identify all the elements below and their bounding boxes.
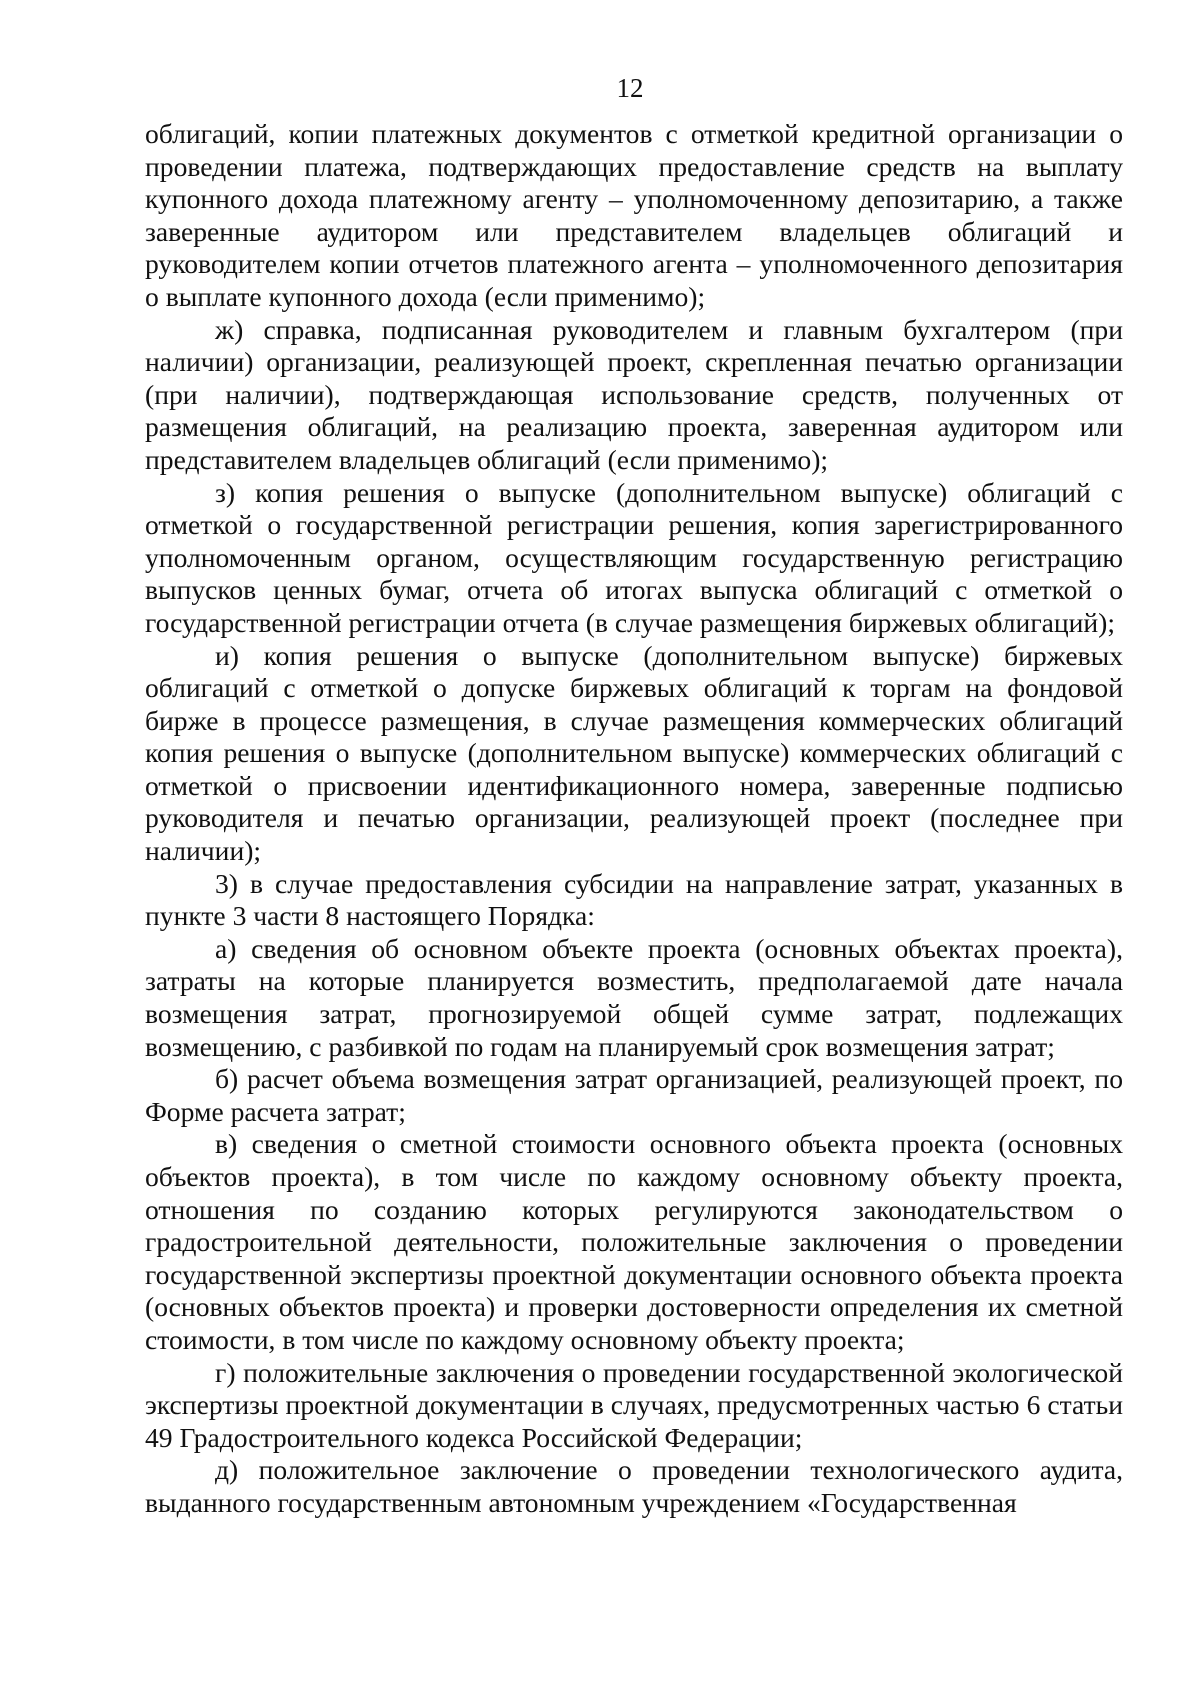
paragraph-g: г) положительные заключения о проведении государственной экологической экспертизы проектной документации в случаях, предусмотренных частью 6 статьи 49 Градостроительного кодекса Российской Федерации;	[145, 1356, 1123, 1453]
paragraph-v: в) сведения о сметной стоимости основного объекта проекта (основных объектов проекта), в том числе по каждому основному объекту проекта, отношения по созданию которых регулируются законодательством о градостроительной деятельности, положительные заключения о проведении государственной экспертизы проектной документации основного объекта проекта (основных объектов проекта) и проверки достоверности определения их сметной стоимости, в том числе по каждому основному объекту проекта;	[145, 1128, 1123, 1355]
paragraph-b: б) расчет объема возмещения затрат организацией, реализующей проект, по Форме расчета затрат;	[145, 1063, 1123, 1127]
page-number: 12	[616, 73, 644, 103]
paragraph-z: з) копия решения о выпуске (дополнительном выпуске) облигаций с отметкой о государственной регистрации решения, копия зарегистрированного уполномоченным органом, осуществляющим государственную регистрацию выпусков ценных бумаг, отчета об итогах выпуска облигаций с отметкой о государственной регистрации отчета (в случае размещения биржевых облигаций);	[145, 476, 1123, 638]
document-body	[145, 118, 1123, 1520]
paragraph-item-3: 3) в случае предоставления субсидии на направление затрат, указанных в пункте 3 части 8 настоящего Порядка:	[145, 867, 1123, 932]
paragraph-a: а) сведения об основном объекте проекта (основных объектах проекта), затраты на которые планируется возместить, предполагаемой дате начала возмещения затрат, прогнозируемой общей сумме затрат, подлежащих возмещению, с разбивкой по годам на планируемый срок возмещения затрат;	[145, 932, 1123, 1062]
paragraph-i: и) копия решения о выпуске (дополнительном выпуске) биржевых облигаций с отметкой о допуске биржевых облигаций к торгам на фондовой бирже в процессе размещения, в случае размещения коммерческих облигаций копия решения о выпуске (дополнительном выпуске) коммерческих облигаций с отметкой о присвоении идентификационного номера, заверенные подписью руководителя и печатью организации, реализующей проект (последнее при наличии);	[145, 639, 1123, 867]
paragraph-continuation: облигаций, копии платежных документов с отметкой кредитной организации о проведении платежа, подтверждающих предоставление средств на выплату купонного дохода платежному агенту – уполномоченному депозитарию, а также заверенные аудитором или представителем владельцев облигаций и руководителем копии отчетов платежного агента – уполномоченного депозитария о выплате купонного дохода (если применимо);	[145, 118, 1123, 312]
paragraph-d: д) положительное заключение о проведении технологического аудита, выданного государственным автономным учреждением «Государственная	[145, 1454, 1123, 1518]
paragraph-zh: ж) справка, подписанная руководителем и главным бухгалтером (при наличии) организации, реализующей проект, скрепленная печатью организации (при наличии), подтверждающая использование средств, полученных от размещения облигаций, на реализацию проекта, заверенная аудитором или представителем владельцев облигаций (если применимо);	[145, 313, 1123, 475]
